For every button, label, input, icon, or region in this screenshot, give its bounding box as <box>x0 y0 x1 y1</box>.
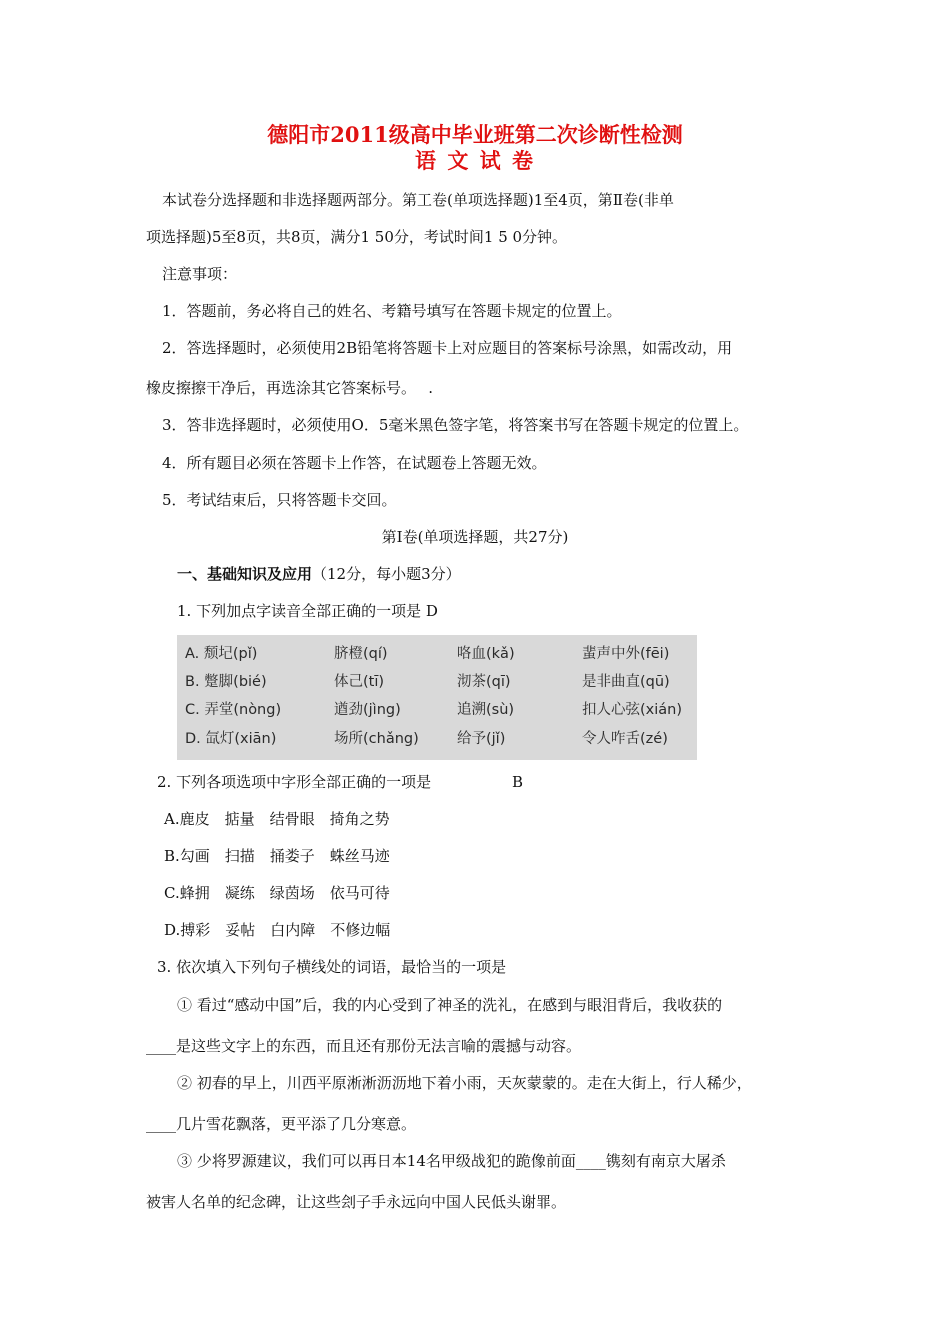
note-item: 4．所有题目必须在答题卡上作答，在试题卷上答题无效。 <box>162 454 547 472</box>
q1-option-cell: 咯血(kǎ) <box>457 646 515 662</box>
note-item: 5．考试结束后，只将答题卡交回。 <box>162 491 397 509</box>
question-3-stem: 3. 依次填入下列句子横线处的词语，最恰当的一项是 <box>157 958 507 976</box>
section-note: （12分，每小题3分） <box>312 565 461 583</box>
section-heading <box>177 564 461 584</box>
q1-option-cell: 体己(tī) <box>334 674 385 690</box>
q3-sentence-3-continuation: 被害人名单的纪念碑，让这些刽子手永远向中国人民低头谢罪。 <box>146 1193 567 1211</box>
q3-sentence-1: ① 看过“感动中国”后，我的内心受到了神圣的洗礼，在感到与眼泪背后，我收获的 <box>177 996 723 1014</box>
q1-option-cell: 场所(chǎng) <box>334 731 419 747</box>
q1-option-cell: B. 蹩脚(bié) <box>185 674 267 690</box>
q2-option: D.搏彩 妥帖 白内障 不修边幅 <box>164 921 391 939</box>
q2-option: B.勾画 扫描 捅娄子 蛛丝马迹 <box>164 847 390 865</box>
section-title: 一、基础知识及应用 <box>177 565 313 583</box>
note-item-continuation: 橡皮擦擦干净后，再选涂其它答案标号。 . <box>146 379 434 397</box>
page-title: 德阳市2011级高中毕业班第二次诊断性检测 <box>267 122 683 147</box>
q1-option-cell: 沏茶(qī) <box>457 674 511 690</box>
intro-line-2: 项选择题)5至8页，共8页，满分1 50分，考试时间1 5 0分钟。 <box>146 228 568 246</box>
question-1-options-image <box>177 635 697 760</box>
q2-option: C.蜂拥 凝练 绿茵场 依马可待 <box>164 884 390 902</box>
q3-sentence-1-continuation: ____是这些文字上的东西，而且还有那份无法言喻的震撼与动容。 <box>146 1037 582 1055</box>
q1-option-cell: 追溯(sù) <box>457 702 515 718</box>
q1-option-cell: 给予(jǐ) <box>457 731 506 747</box>
q1-option-cell: 扣人心弦(xián) <box>582 702 682 718</box>
question-1-stem: 1. 下列加点字读音全部正确的一项是 D <box>177 602 438 620</box>
note-item: 1．答题前，务必将自己的姓名、考籍号填写在答题卡规定的位置上。 <box>162 302 622 320</box>
question-2-answer: B <box>512 773 524 791</box>
part-heading: 第I卷(单项选择题，共27分) <box>381 528 569 546</box>
q1-option-cell: 遒劲(jìng) <box>334 702 401 718</box>
note-item: 3．答非选择题时，必须使用O．5毫米黑色签字笔，将答案书写在答题卡规定的位置上。 <box>162 416 749 434</box>
intro-line-1: 本试卷分选择题和非选择题两部分。第工卷(单项选择题)1至4页，第Ⅱ卷(非单 <box>162 191 674 209</box>
q1-option-cell: 是非曲直(qū) <box>582 674 670 690</box>
q1-option-cell: A. 颓圮(pǐ) <box>185 646 258 662</box>
q1-option-cell: 令人咋舌(zé) <box>582 731 668 747</box>
q3-sentence-2: ② 初春的早上，川西平原淅淅沥沥地下着小雨，天灰蒙蒙的。走在大街上，行人稀少， <box>177 1074 752 1092</box>
q1-option-cell: D. 氙灯(xiān) <box>185 731 277 747</box>
question-2-stem: 2. 下列各项选项中字形全部正确的一项是 <box>157 773 432 791</box>
q1-option-cell: 蜚声中外(fēi) <box>582 646 670 662</box>
note-item: 2．答选择题时，必须使用2B铅笔将答题卡上对应题目的答案标号涂黑，如需改动，用 <box>162 339 733 357</box>
q3-sentence-3: ③ 少将罗源建议，我们可以再日本14名甲级战犯的跪像前面____镌刻有南京大屠杀 <box>177 1152 726 1170</box>
notes-heading: 注意事项： <box>162 265 238 283</box>
page-subtitle: 语 文 试 卷 <box>415 148 535 173</box>
q2-option: A.鹿皮 掂量 结骨眼 掎角之势 <box>164 810 390 828</box>
q1-option-cell: C. 弄堂(nòng) <box>185 702 282 718</box>
q1-option-cell: 脐橙(qí) <box>334 646 388 662</box>
q3-sentence-2-continuation: ____几片雪花飘落，更平添了几分寒意。 <box>146 1115 417 1133</box>
